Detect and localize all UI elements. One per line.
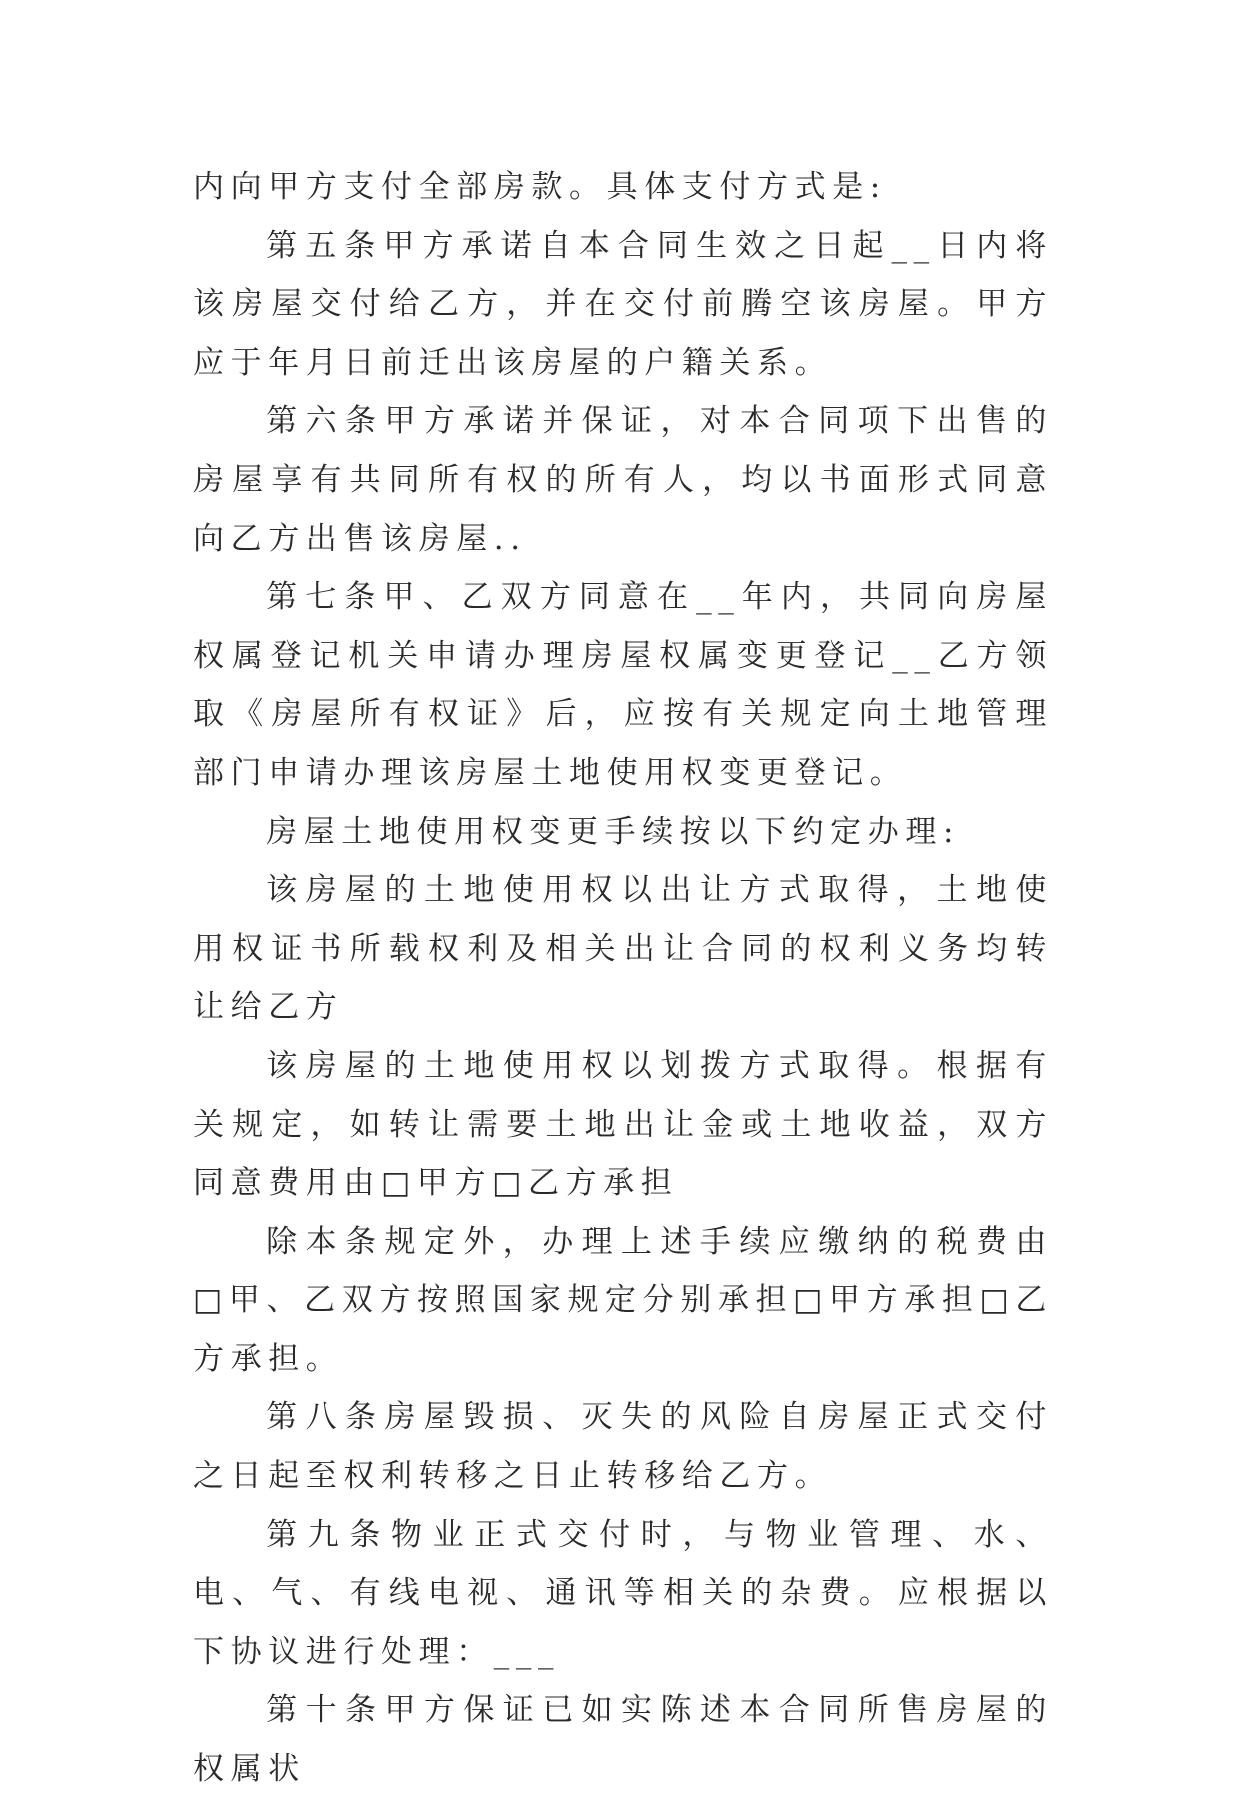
paragraph-article-8: 第八条房屋毁损、灭失的风险自房屋正式交付之日起至权利转移之日止转移给乙方。 — [193, 1399, 1053, 1495]
paragraph-payment-continuation: 内向甲方支付全部房款。具体支付方式是: — [193, 169, 887, 205]
paragraph-article-7: 第七条甲、乙双方同意在__年内，共同向房屋权属登记机关申请办理房屋权属变更登记__乙方领取《房屋所有权证》后，应按有关规定向土地管理部门申请办理该房屋土地使用权变更登记。 — [193, 579, 1053, 791]
paragraph-article-5: 第五条甲方承诺自本合同生效之日起__日内将该房屋交付给乙方，并在交付前腾空该房屋。甲方应于年月日前迁出该房屋的户籍关系。 — [193, 227, 1053, 381]
paragraph-article-10: 第十条甲方保证已如实陈述本合同所售房屋的权属状 — [193, 1692, 1053, 1788]
paragraph-land-use-procedure: 房屋土地使用权变更手续按以下约定办理: — [266, 813, 960, 850]
paragraph-land-allocation: 该房屋的土地使用权以划拨方式取得。根据有关规定，如转让需要土地出让金或土地收益，双方同意费用由□甲方□乙方承担 — [193, 1047, 1053, 1202]
paragraph-land-transfer: 该房屋的土地使用权以出让方式取得，土地使用权证书所载权利及相关出让合同的权利义务均转让给乙方 — [193, 872, 1053, 1026]
contract-text — [193, 158, 1053, 1799]
paragraph-article-9: 第九条物业正式交付时，与物业管理、水、电、气、有线电视、通讯等相关的杂费。应根据以下协议进行处理：___ — [193, 1516, 1053, 1670]
paragraph-tax-fees: 除本条规定外，办理上述手续应缴纳的税费由□甲、乙双方按照国家规定分别承担□甲方承担□乙方承担。 — [193, 1223, 1053, 1377]
paragraph-article-6: 第六条甲方承诺并保证，对本合同项下出售的房屋享有共同所有权的所有人，均以书面形式同意向乙方出售该房屋.. — [193, 403, 1053, 557]
